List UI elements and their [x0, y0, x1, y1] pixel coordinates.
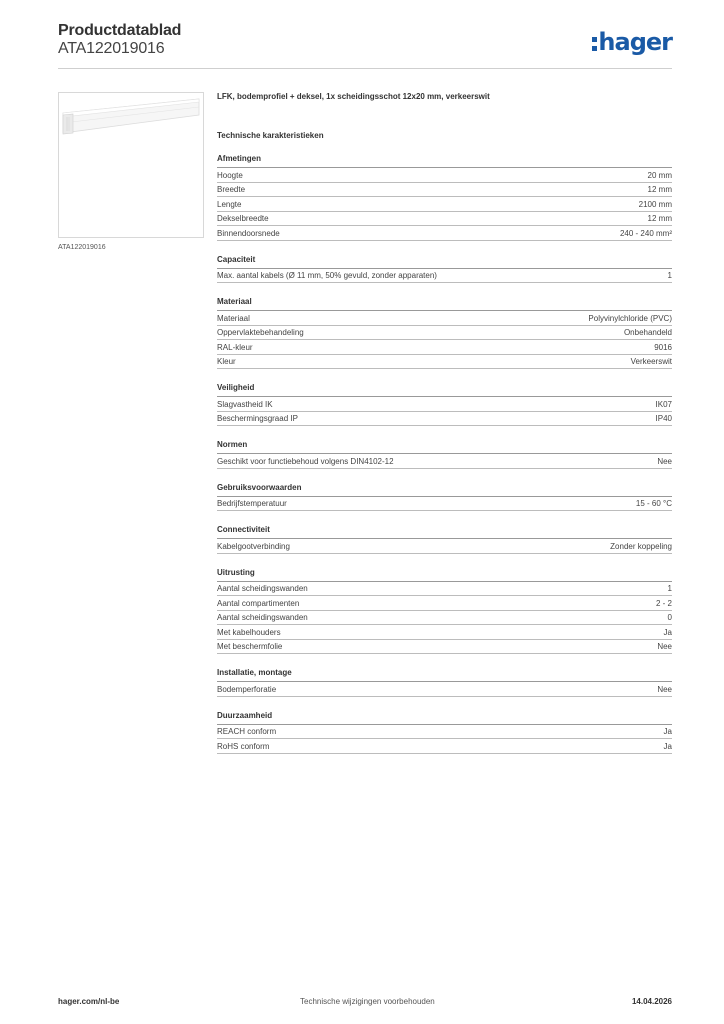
spec-row: [217, 226, 672, 241]
spec-label: RoHS conform: [217, 741, 270, 751]
cable-duct-icon: [59, 93, 203, 237]
section-title: Gebruiksvoorwaarden: [217, 483, 672, 497]
logo-text: hager: [598, 28, 672, 56]
spec-section: [217, 383, 672, 426]
logo-dots-icon: [592, 36, 597, 52]
spec-label: Hoogte: [217, 170, 243, 180]
section-title: Materiaal: [217, 297, 672, 311]
spec-label: Aantal compartimenten: [217, 598, 300, 608]
spec-label: Slagvastheid IK: [217, 399, 273, 409]
spec-label: Aantal scheidingswanden: [217, 613, 308, 622]
spec-section: [217, 440, 672, 469]
spec-section: [217, 297, 672, 369]
spec-value: 2100 mm: [638, 199, 672, 209]
spec-label: Geschikt voor functiebehoud volgens DIN4102-12: [217, 456, 394, 466]
spec-row: [217, 596, 672, 611]
spec-value: Nee: [657, 684, 672, 694]
spec-row: [217, 212, 672, 227]
spec-section: [217, 711, 672, 754]
spec-row: [217, 739, 672, 754]
spec-label: Bodemperforatie: [217, 684, 277, 694]
hager-logo: [592, 28, 672, 56]
spec-value: 9016: [654, 342, 672, 352]
spec-row: [217, 725, 672, 740]
spec-label: Dekselbreedte: [217, 214, 269, 223]
spec-label: Bedrijfstemperatuur: [217, 499, 287, 508]
spec-label: Beschermingsgraad IP: [217, 414, 298, 423]
spec-label: Oppervlaktebehandeling: [217, 328, 304, 337]
spec-row: [217, 625, 672, 640]
spec-value: 240 - 240 mm²: [619, 228, 672, 238]
spec-label: RAL-kleur: [217, 342, 253, 352]
spec-value: 1: [667, 584, 672, 593]
spec-row: [217, 311, 672, 326]
spec-row: [217, 539, 672, 554]
spec-label: Aantal scheidingswanden: [217, 584, 308, 593]
spec-section: [217, 483, 672, 512]
spec-section: [217, 668, 672, 697]
spec-row: [217, 412, 672, 427]
footer-date: 14.04.2026: [631, 997, 672, 1006]
spec-section: [217, 525, 672, 554]
spec-value: Nee: [657, 456, 672, 466]
spec-label: Met kabelhouders: [217, 627, 281, 637]
spec-row: [217, 340, 672, 355]
spec-value: Ja: [663, 727, 672, 736]
section-title: Duurzaamheid: [217, 711, 672, 725]
spec-value: IP40: [655, 414, 672, 423]
footer-disclaimer: Technische wijzigingen voorbehouden: [300, 997, 435, 1006]
footer-website: hager.com/nl-be: [58, 997, 120, 1006]
spec-label: Binnendoorsnede: [217, 228, 280, 238]
spec-value: Nee: [657, 642, 672, 651]
section-title: Capaciteit: [217, 255, 672, 269]
article-number: ATA122019016: [58, 40, 165, 57]
spec-column: [217, 92, 672, 768]
image-caption: ATA122019016: [58, 244, 106, 251]
spec-row: [217, 454, 672, 469]
product-image: [58, 92, 204, 238]
section-title: Afmetingen: [217, 154, 672, 168]
spec-row: [217, 497, 672, 512]
spec-label: Kabelgootverbinding: [217, 541, 290, 551]
spec-row: [217, 168, 672, 183]
spec-row: [217, 611, 672, 626]
section-title: Installatie, montage: [217, 668, 672, 682]
spec-row: [217, 326, 672, 341]
spec-value: Polyvinylchloride (PVC): [588, 313, 672, 323]
spec-label: Materiaal: [217, 313, 250, 323]
spec-label: Max. aantal kabels (Ø 11 mm, 50% gevuld, zonder apparaten): [217, 271, 437, 280]
spec-value: Ja: [663, 627, 672, 637]
spec-label: Kleur: [217, 357, 236, 366]
spec-row: [217, 640, 672, 655]
spec-value: 2 - 2: [655, 598, 672, 608]
spec-value: Verkeerswit: [630, 357, 672, 366]
product-description: LFK, bodemprofiel + deksel, 1x scheidingsschot 12x20 mm, verkeerswit: [217, 92, 490, 101]
spec-row: [217, 183, 672, 198]
spec-row: [217, 397, 672, 412]
spec-value: 20 mm: [647, 170, 672, 180]
spec-value: 12 mm: [647, 185, 672, 194]
page-title: Productdatablad: [58, 22, 182, 39]
spec-value: 0: [667, 613, 672, 622]
technical-title: Technische karakteristieken: [217, 131, 324, 140]
spec-label: Met beschermfolie: [217, 642, 283, 651]
spec-value: IK07: [655, 399, 672, 409]
spec-label: Breedte: [217, 185, 246, 194]
section-title: Normen: [217, 440, 672, 454]
spec-section: [217, 568, 672, 655]
section-title: Veiligheid: [217, 383, 672, 397]
spec-row: [217, 582, 672, 597]
spec-value: Ja: [663, 741, 672, 751]
spec-label: REACH conform: [217, 727, 277, 736]
spec-label: Lengte: [217, 199, 242, 209]
spec-section: [217, 154, 672, 241]
spec-row: [217, 682, 672, 697]
spec-value: 1: [667, 271, 672, 280]
spec-value: 12 mm: [647, 214, 672, 223]
spec-value: 15 - 60 °C: [635, 499, 672, 508]
section-title: Connectiviteit: [217, 525, 672, 539]
spec-value: Zonder koppeling: [610, 541, 672, 551]
spec-row: [217, 355, 672, 370]
section-title: Uitrusting: [217, 568, 672, 582]
spec-value: Onbehandeld: [623, 328, 672, 337]
spec-sections: [217, 154, 672, 754]
spec-section: [217, 255, 672, 284]
header-divider: [58, 68, 672, 69]
spec-row: [217, 197, 672, 212]
spec-row: [217, 269, 672, 284]
